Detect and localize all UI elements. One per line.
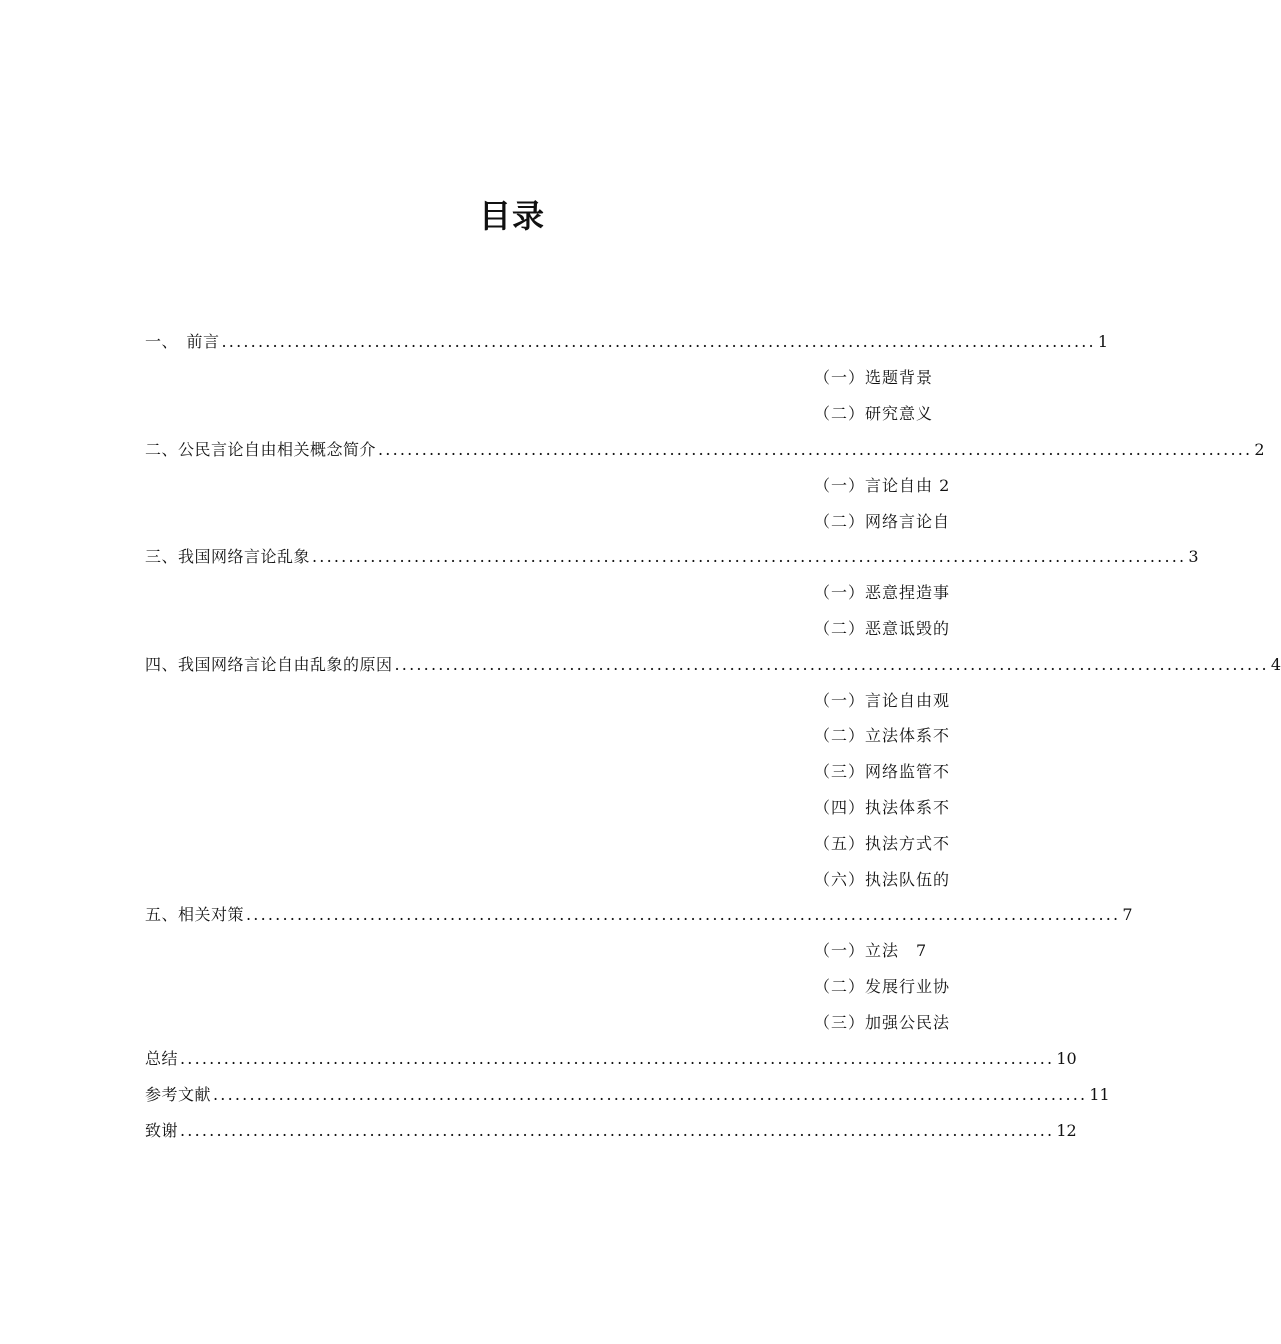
- toc-entry[interactable]: [145, 1085, 1110, 1105]
- toc-page-number: 4: [1270, 655, 1281, 674]
- page-title: 目录: [478, 197, 545, 235]
- toc-subentry[interactable]: （五）执法方式不: [814, 834, 951, 853]
- toc-subentry[interactable]: （四）执法体系不: [814, 798, 951, 817]
- toc-entry-label: 五、相关对策: [145, 905, 245, 924]
- toc-entry[interactable]: [145, 655, 1281, 675]
- toc-page-number: 10: [1056, 1049, 1077, 1068]
- toc-subentry[interactable]: （一）立法 7: [814, 941, 928, 960]
- toc-entry-label: 三、我国网络言论乱象: [145, 547, 311, 566]
- toc-subentry[interactable]: （二）立法体系不: [814, 726, 951, 745]
- toc-leader-dots: ........................................................................................................................: [394, 655, 1269, 674]
- toc-leader-dots: ........................................................................................................................: [213, 1085, 1088, 1104]
- toc-leader-dots: ........................................................................................................................: [378, 440, 1253, 459]
- toc-leader-dots: ........................................................................................................................: [180, 1049, 1055, 1068]
- toc-page-number: 2: [1254, 440, 1265, 459]
- toc-entry[interactable]: [145, 1049, 1077, 1069]
- toc-leader-dots: ........................................................................................................................: [180, 1121, 1055, 1140]
- toc-page-number: 7: [1122, 905, 1133, 924]
- toc-entry-label: 参考文献: [145, 1085, 212, 1104]
- toc-subentry[interactable]: （一）选题背景: [814, 368, 934, 387]
- toc-page-number: 1: [1097, 332, 1109, 351]
- toc-subentry[interactable]: （一）恶意捏造事: [814, 583, 951, 602]
- toc-entry-label: 二、公民言论自由相关概念简介: [145, 440, 377, 459]
- toc-subentry[interactable]: （二）研究意义: [814, 404, 934, 423]
- toc-page-number: 11: [1089, 1085, 1110, 1104]
- toc-entry[interactable]: [145, 905, 1133, 925]
- toc-subentry[interactable]: （二）网络言论自: [814, 512, 951, 531]
- toc-entry[interactable]: [145, 1121, 1077, 1141]
- toc-subentry[interactable]: （一）言论自由观: [814, 691, 951, 710]
- toc-leader-dots: ........................................................................................................................: [246, 905, 1121, 924]
- toc-subentry[interactable]: （六）执法队伍的: [814, 870, 951, 889]
- toc-subentry[interactable]: （三）加强公民法: [814, 1013, 951, 1032]
- toc-page-number: 3: [1188, 547, 1199, 566]
- toc-entry[interactable]: [145, 440, 1265, 460]
- toc-entry[interactable]: [145, 332, 1109, 352]
- toc-entry-label: 总结: [145, 1049, 179, 1068]
- toc-entry-label: 致谢: [145, 1121, 179, 1140]
- toc-leader-dots: ........................................................................................................................: [312, 547, 1187, 566]
- toc-subentry[interactable]: （一）言论自由 2: [814, 476, 951, 495]
- toc-subentry[interactable]: （二）发展行业协: [814, 977, 951, 996]
- toc-entry-label: 四、我国网络言论自由乱象的原因: [145, 655, 393, 674]
- toc-entry-label: 一、 前言: [145, 332, 220, 351]
- toc-leader-dots: ........................................................................................................................: [221, 332, 1096, 351]
- toc-entry[interactable]: [145, 547, 1199, 567]
- toc-page-number: 12: [1056, 1121, 1077, 1140]
- toc-subentry[interactable]: （二）恶意诋毁的: [814, 619, 951, 638]
- toc-subentry[interactable]: （三）网络监管不: [814, 762, 951, 781]
